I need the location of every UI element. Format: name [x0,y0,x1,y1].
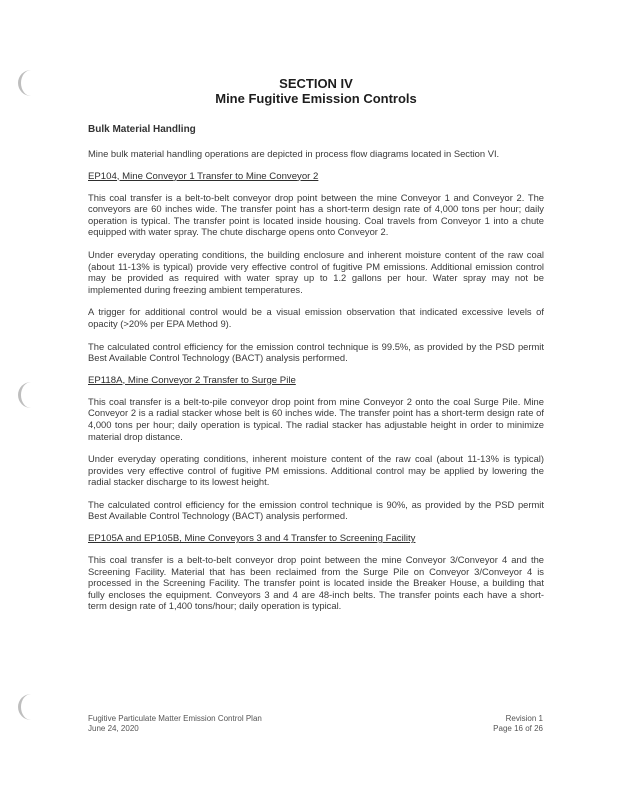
bulk-intro-paragraph: Mine bulk material handling operations are depicted in process flow diagrams located in Section VI. [88,148,500,159]
footer-revision: Revision 1 [505,714,543,723]
footer-left [88,714,262,734]
footer-right [493,714,543,734]
ep105-heading: EP105A and EP105B, Mine Conveyors 3 and 4 Transfer to Screening Facility [88,533,416,545]
ep104-paragraph-1: This coal transfer is a belt-to-belt conveyor drop point between the mine Conveyor 1 and Conveyor 2. The conveyors are 60 inches wide. The transfer point has a short-term design rate of 4,000 tons per hour; daily operation is typical. The transfer point is located inside housing. Coal travels from Conveyor 1 into a chute equipped with water spray. The chute discharge opens onto Conveyor 2. [88,191,544,238]
footer-document-title: Fugitive Particulate Matter Emission Control Plan [88,714,262,723]
punch-hole-mark [18,694,35,720]
ep104-heading: EP104, Mine Conveyor 1 Transfer to Mine Conveyor 2 [88,170,319,182]
ep104-paragraph-3: A trigger for additional control would be a visual emission observation that indicated excessive levels of opacity (>20% per EPA Method 9). [88,306,544,329]
punch-hole-mark [18,382,35,408]
section-title: Mine Fugitive Emission Controls [215,91,417,106]
ep105-paragraph-1: This coal transfer is a belt-to-belt conveyor drop point between the mine Conveyor 3/Conveyor 4 and the Screening Facility. Material that has been reclaimed from the Surge Pile on Conveyor 3/Conveyor 4 is processed in the Screening Facility. The transfer point is located inside the Breaker House, a building that fully encloses the equipment. Conveyors 3 and 4 are 48-inch belts. The transfer points each have a short-term design rate of 1,400 tons/hour; daily operation is typical. [88,554,544,612]
footer-page-number: Page 16 of 26 [493,724,543,733]
ep118a-heading: EP118A, Mine Conveyor 2 Transfer to Surge Pile [88,374,296,386]
ep104-paragraph-4: The calculated control efficiency for the emission control technique is 99.5%, as provided by the PSD permit Best Available Control Technology (BACT) analysis performed. [88,340,544,364]
section-number: SECTION IV [279,76,353,91]
ep118a-paragraph-2: Under everyday operating conditions, inherent moisture content of the raw coal (about 11-13% is typical) provides very effective control of fugitive PM emissions. Additional control may be applied by lowering the radial stacker discharge to its lowest height. [88,453,544,488]
punch-hole-mark [18,70,35,96]
footer-date: June 24, 2020 [88,724,139,733]
ep118a-paragraph-1: This coal transfer is a belt-to-pile conveyor drop point from mine Conveyor 2 onto the coal Surge Pile. Mine Conveyor 2 is a radial stacker whose belt is 60 inches wide. The transfer point has a short-term design rate of 4,000 tons per hour; daily operation is typical. The radial stacker has adjustable height in order to minimize material drop distance. [88,395,544,442]
document-body [88,76,544,623]
bulk-material-heading: Bulk Material Handling [88,124,196,135]
ep118a-paragraph-3: The calculated control efficiency for the emission control technique is 90%, as provided by the PSD permit Best Available Control Technology (BACT) analysis performed. [88,498,544,522]
ep104-paragraph-2: Under everyday operating conditions, the building enclosure and inherent moisture content of the raw coal (about 11-13% is typical) provide very effective control of fugitive PM emissions. Additional emission control may be provided as required with water spray up to 1.2 gallons per hour. Water spray may not be implemented during freezing ambient temperatures. [88,248,544,295]
